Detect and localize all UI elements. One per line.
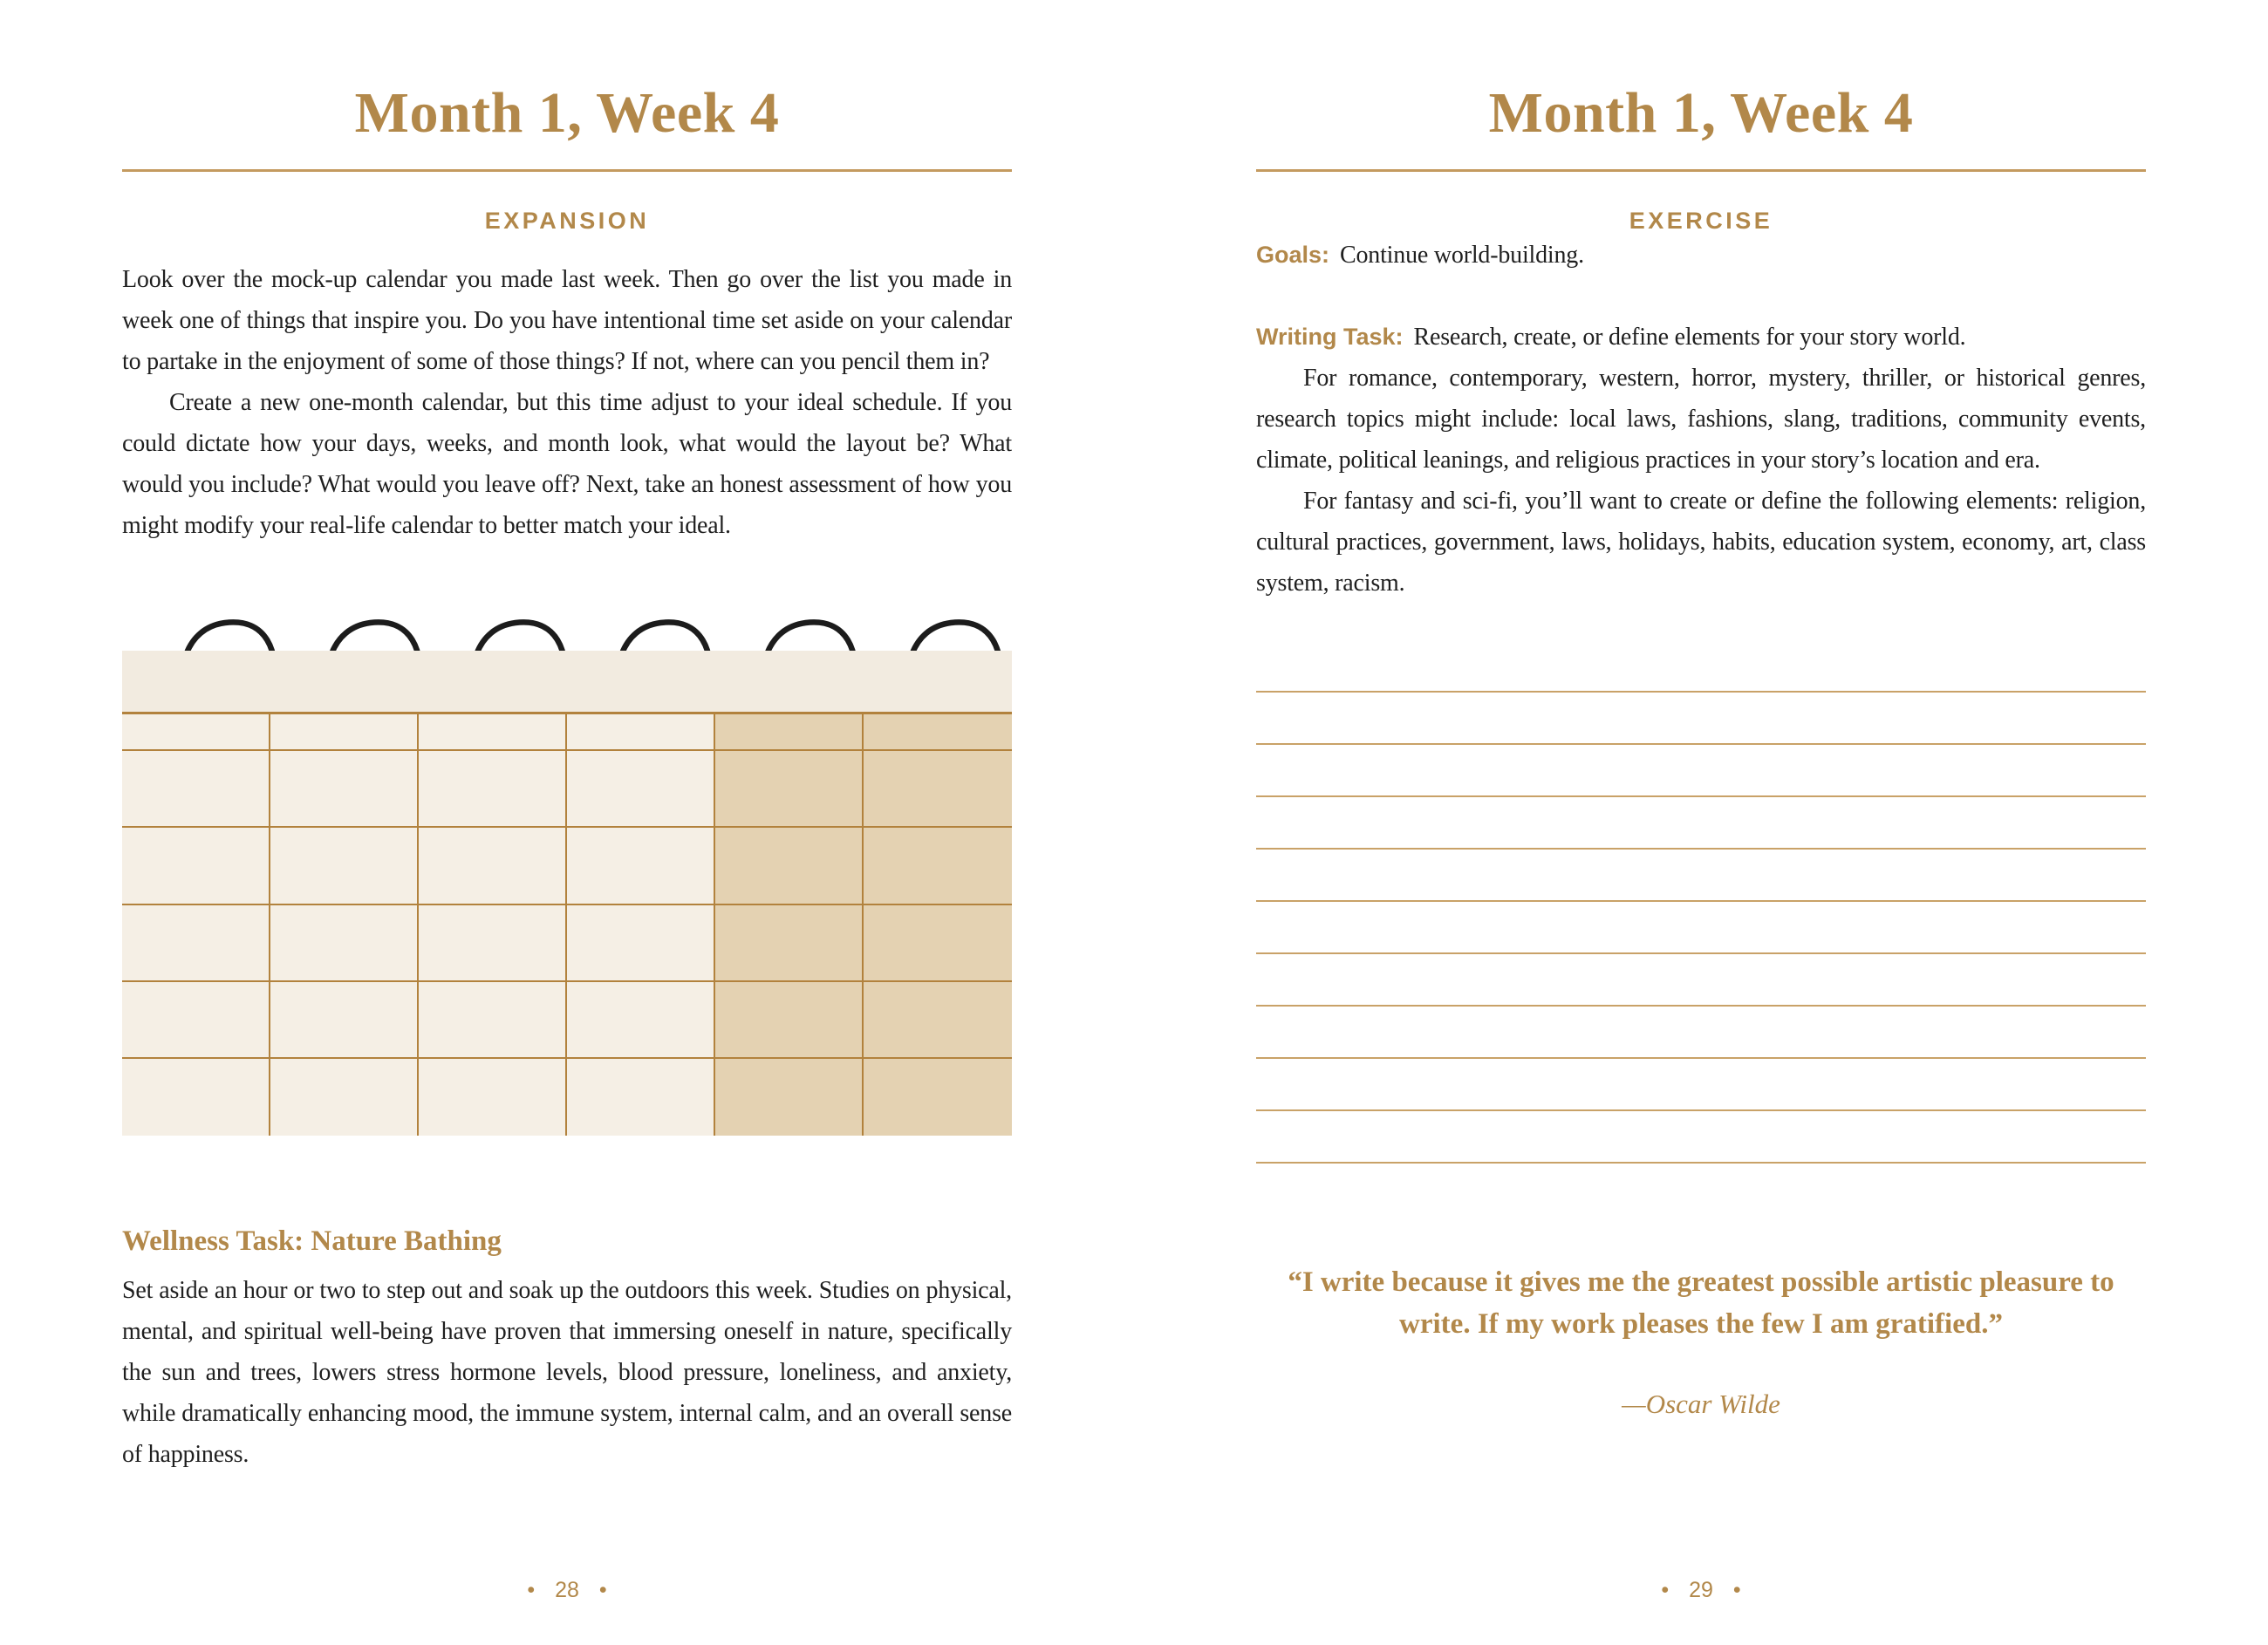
title-rule — [1256, 169, 2146, 172]
expansion-paragraph-2: Create a new one-month calendar, but this time adjust to your ideal schedule. If you could dictate how your days, weeks, and month look, what would the layout be? What would you include? What would you leave off? Next, take an honest assessment of how you might modify your real-life calendar to better match your ideal. — [122, 389, 1012, 540]
calendar-cell — [567, 905, 715, 982]
ruled-line — [1256, 952, 2146, 954]
calendar-cell — [715, 714, 864, 751]
calendar-cell — [715, 982, 864, 1059]
ruled-line — [1256, 1109, 2146, 1111]
ruled-line — [1256, 743, 2146, 745]
goals-label: Goals: — [1256, 242, 1330, 269]
calendar-cell — [270, 1059, 419, 1136]
wellness-task-heading: Wellness Task: Nature Bathing — [122, 1225, 502, 1258]
expansion-paragraph-1: Look over the mock-up calendar you made last week. Then go over the list you made in week one of things that inspire you. Do you have intentional time set aside on your calendar to partake in the enjoyment of some of those things? If not, where can you pencil them in? — [122, 266, 1012, 376]
calendar-cell — [419, 1059, 567, 1136]
quote-attribution: —Oscar Wilde — [1622, 1389, 1780, 1420]
calendar-cell — [270, 751, 419, 828]
page-number-left: • 28 • — [527, 1578, 607, 1602]
calendar-grid — [122, 712, 1012, 1136]
calendar-cell — [419, 905, 567, 982]
calendar-cell — [419, 828, 567, 904]
calendar-cell — [122, 751, 270, 828]
page-title: Month 1, Week 4 — [354, 81, 780, 145]
ruled-line — [1256, 1162, 2146, 1164]
section-label-expansion: EXPANSION — [484, 207, 650, 234]
calendar-header-strip — [122, 651, 1012, 712]
calendar-cell — [864, 982, 1012, 1059]
calendar-cell — [419, 982, 567, 1059]
calendar-cell — [419, 714, 567, 751]
section-label-exercise: EXERCISE — [1629, 207, 1773, 234]
writing-lines — [1256, 691, 2146, 1164]
ruled-line — [1256, 900, 2146, 902]
page-number-right: • 29 • — [1661, 1578, 1741, 1602]
ruled-line — [1256, 1057, 2146, 1059]
calendar-cell — [864, 714, 1012, 751]
title-rule — [122, 169, 1012, 172]
calendar-cell — [567, 1059, 715, 1136]
quote-text: “I write because it gives me the greatest possible artistic pleasure to write. If my work pleases the few I am gratified.” — [1288, 1266, 2114, 1341]
calendar-cell — [864, 828, 1012, 904]
calendar-illustration — [122, 614, 1012, 1136]
calendar-cell — [567, 751, 715, 828]
calendar-cell — [122, 828, 270, 904]
research-genres-paragraph: For romance, contemporary, western, horror, mystery, thriller, or historical genres, research topics might include: local laws, fashions, slang, traditions, community events, climate, political leanings, and religious practices in your story’s location and era. — [1256, 365, 2146, 474]
calendar-cell — [715, 751, 864, 828]
ruled-line — [1256, 1005, 2146, 1007]
ruled-line — [1256, 795, 2146, 797]
calendar-cell — [864, 751, 1012, 828]
calendar-cell — [715, 1059, 864, 1136]
calendar-cell — [122, 714, 270, 751]
calendar-cell — [715, 828, 864, 904]
right-page — [1134, 0, 2268, 1645]
calendar-cell — [270, 828, 419, 904]
calendar-paper — [122, 651, 1012, 1136]
wellness-task-body: Set aside an hour or two to step out and soak up the outdoors this week. Studies on physical, mental, and spiritual well-being have proven that immersing oneself in nature, specifically the sun and trees, lowers stress hormone levels, blood pressure, loneliness, and anxiety, while dramatically enhancing mood, the immune system, internal calm, and an overall sense of happiness. — [122, 1276, 1012, 1468]
calendar-cell — [567, 982, 715, 1059]
calendar-cell — [270, 905, 419, 982]
calendar-cell — [715, 905, 864, 982]
goals-text: Continue world-building. — [1340, 242, 1584, 270]
calendar-cell — [864, 1059, 1012, 1136]
calendar-cell — [270, 714, 419, 751]
writing-task-line — [1256, 317, 2146, 358]
page-title: Month 1, Week 4 — [1488, 81, 1914, 145]
fantasy-scifi-paragraph: For fantasy and sci-fi, you’ll want to create or define the following elements: religion, cultural practices, government, laws, holidays, habits, education system, economy, art, class system, racism. — [1256, 488, 2146, 597]
writing-task-block — [1256, 317, 2146, 604]
calendar-cell — [864, 905, 1012, 982]
goals-line — [1256, 235, 2146, 276]
calendar-cell — [122, 982, 270, 1059]
calendar-cell — [122, 1059, 270, 1136]
calendar-cell — [122, 905, 270, 982]
calendar-cell — [567, 828, 715, 904]
calendar-cell — [419, 751, 567, 828]
writing-task-label: Writing Task: — [1256, 324, 1404, 351]
ruled-line — [1256, 691, 2146, 693]
writing-task-text: Research, create, or define elements for your story world. — [1413, 324, 1966, 352]
calendar-cell — [270, 982, 419, 1059]
ruled-line — [1256, 848, 2146, 850]
calendar-cell — [567, 714, 715, 751]
